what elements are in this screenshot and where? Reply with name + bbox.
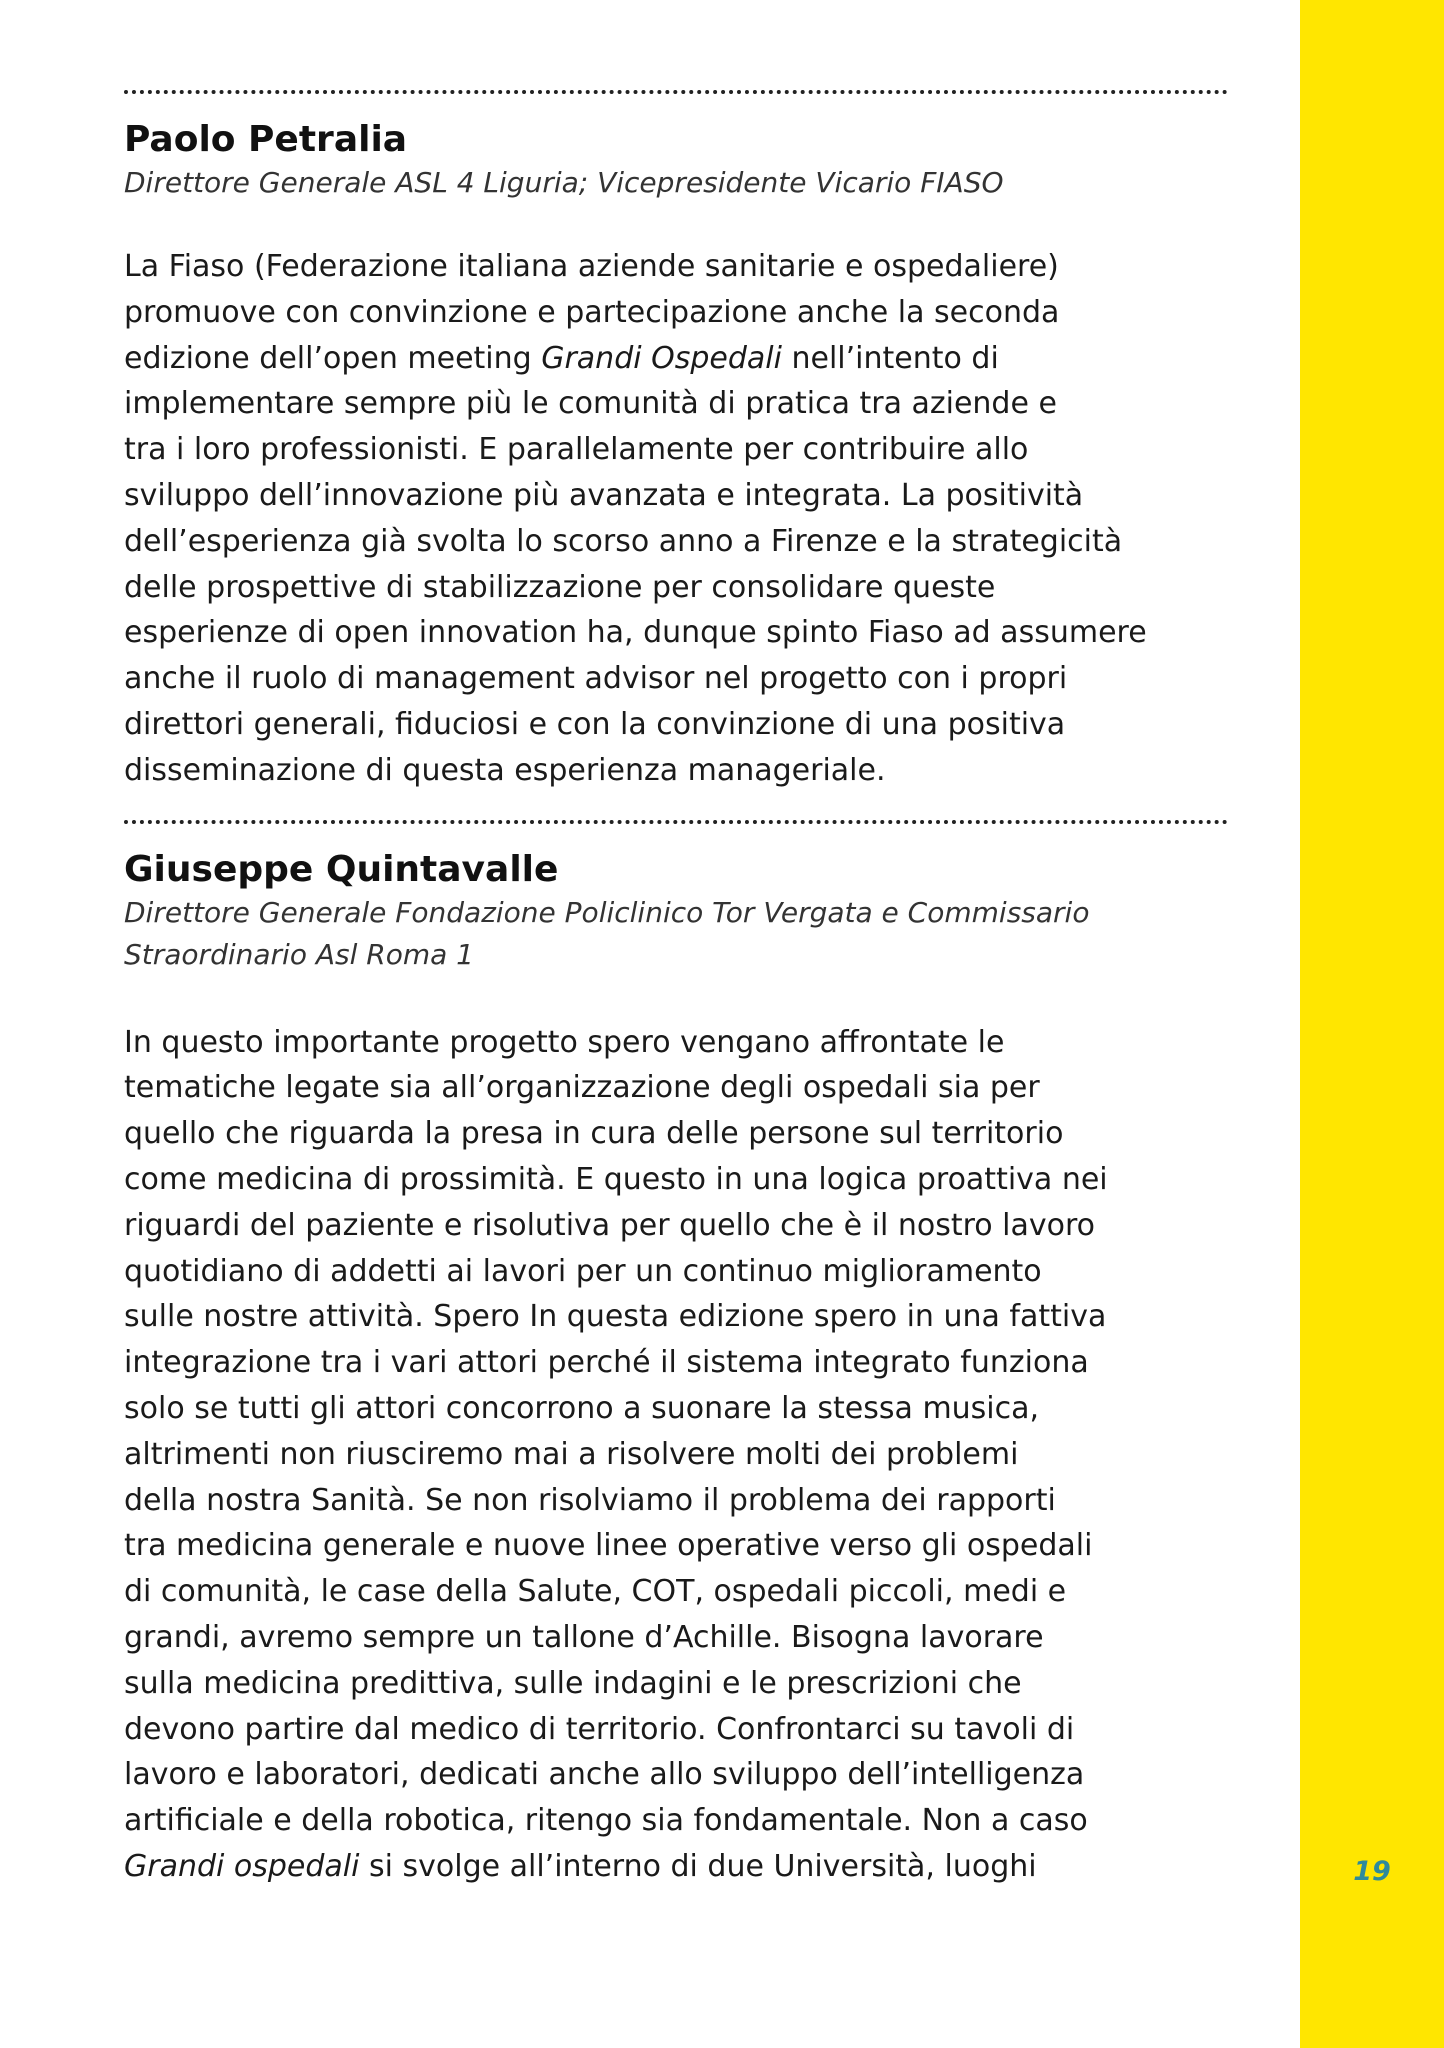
text-run: si svolge all’interno di due Università, luoghi [359,1848,1037,1884]
text-run: grandi, avremo sempre un tallone d’Achille. Bisogna lavorare [124,1619,1044,1655]
speaker-name: Paolo Petralia [124,119,408,160]
page-content [124,90,1228,1916]
speaker-role-line: Direttore Generale ASL 4 Liguria; Vicepresidente Vicario FIASO [124,166,1004,199]
text-run: solo se tutti gli attori concorrono a suonare la stessa musica, [124,1390,1040,1426]
text-line [124,1432,1228,1478]
text-line [124,290,1228,336]
text-line [124,610,1228,656]
italic-title: Grandi Ospedali [541,340,782,376]
text-line [124,1249,1228,1295]
italic-title: Grandi ospedali [124,1848,360,1884]
speaker-statement [124,244,1228,794]
text-run: integrazione tra i vari attori perché il sistema integrato funziona [124,1345,1089,1381]
text-line [124,1294,1228,1340]
section-paolo-petralia [124,90,1228,794]
text-line [124,1707,1228,1753]
text-line [124,473,1228,519]
text-line [124,1661,1228,1707]
text-run: lavoro e laboratori, dedicati anche allo sviluppo dell’intelligenza [124,1757,1085,1793]
text-line [124,1157,1228,1203]
text-run: implementare sempre più le comunità di pratica tra aziende e [124,386,1057,422]
text-run: quotidiano di addetti ai lavori per un continuo miglioramento [124,1253,1042,1289]
text-line [124,1615,1228,1661]
text-line [124,1020,1228,1066]
text-line [124,381,1228,427]
text-run: quello che riguarda la presa in cura delle persone sul territorio [124,1116,1064,1152]
text-run: nell’intento di [781,340,999,376]
page-number: 19 [1353,1856,1391,1887]
text-run: esperienze di open innovation ha, dunque spinto Fiaso ad assumere [124,615,1147,651]
text-run: dell’esperienza già svolta lo scorso anno a Firenze e la strategicità [124,523,1123,559]
text-line [124,1111,1228,1157]
text-run: tra medicina generale e nuove linee operative verso gli ospedali [124,1528,1093,1564]
text-line [124,1569,1228,1615]
speaker-role-line: Straordinario Asl Roma 1 [124,937,474,971]
text-line [124,748,1228,794]
speaker-role-line: Direttore Generale Fondazione Policlinico Tor Vergata e Commissario [124,895,1090,929]
text-line [124,702,1228,748]
speaker-name: Giuseppe Quintavalle [124,848,559,890]
speaker-role [124,892,1228,976]
text-line [124,1844,1228,1890]
speaker-role [124,162,1228,204]
text-run: edizione dell’open meeting [124,340,542,376]
text-line [124,565,1228,611]
dotted-divider [124,90,1228,94]
text-run: di comunità, le case della Salute, COT, ospedali piccoli, medi e [124,1574,1067,1610]
text-run: tematiche legate sia all’organizzazione degli ospedali sia per [124,1070,1040,1106]
text-line [124,427,1228,473]
speaker-statement [124,1020,1228,1890]
text-run: delle prospettive di stabilizzazione per consolidare queste [124,569,996,605]
text-run: artificiale e della robotica, ritengo sia fondamentale. Non a caso [124,1803,1088,1839]
text-line [124,656,1228,702]
text-line [124,1523,1228,1569]
text-run: altrimenti non riusciremo mai a risolvere molti dei problemi [124,1436,1019,1472]
text-line [124,519,1228,565]
text-line [124,336,1228,382]
text-line [124,1386,1228,1432]
yellow-sidebar [1300,0,1444,2048]
text-run: anche il ruolo di management advisor nel progetto con i propri [124,661,1068,697]
text-run: della nostra Sanità. Se non risolviamo il problema dei rapporti [124,1482,1056,1518]
text-run: come medicina di prossimità. E questo in una logica proattiva nei [124,1161,1108,1197]
text-line [124,1478,1228,1524]
text-line [124,1798,1228,1844]
text-line [124,1340,1228,1386]
text-run: devono partire dal medico di territorio. Confrontarci su tavoli di [124,1711,1075,1747]
text-run: direttori generali, fiduciosi e con la convinzione di una positiva [124,706,1066,742]
text-line [124,1752,1228,1798]
text-line [124,1065,1228,1111]
text-run: sulla medicina predittiva, sulle indagini e le prescrizioni che [124,1665,1022,1701]
text-run: In questo importante progetto spero vengano affrontate le [124,1024,1005,1060]
text-run: La Fiaso (Federazione italiana aziende sanitarie e ospedaliere) [124,249,1059,284]
text-run: tra i loro professionisti. E parallelamente per contribuire allo [124,432,1029,468]
text-line [124,244,1228,290]
text-run: sulle nostre attività. Spero In questa edizione spero in una fattiva [124,1299,1107,1335]
text-run: disseminazione di questa esperienza manageriale. [124,752,886,788]
text-line [124,1203,1228,1249]
section-giuseppe-quintavalle [124,820,1228,1890]
text-run: sviluppo dell’innovazione più avanzata e integrata. La positività [124,477,1084,513]
text-run: promuove con convinzione e partecipazione anche la seconda [124,294,1060,330]
text-run: riguardi del paziente e risolutiva per quello che è il nostro lavoro [124,1207,1096,1243]
dotted-divider [124,820,1228,824]
